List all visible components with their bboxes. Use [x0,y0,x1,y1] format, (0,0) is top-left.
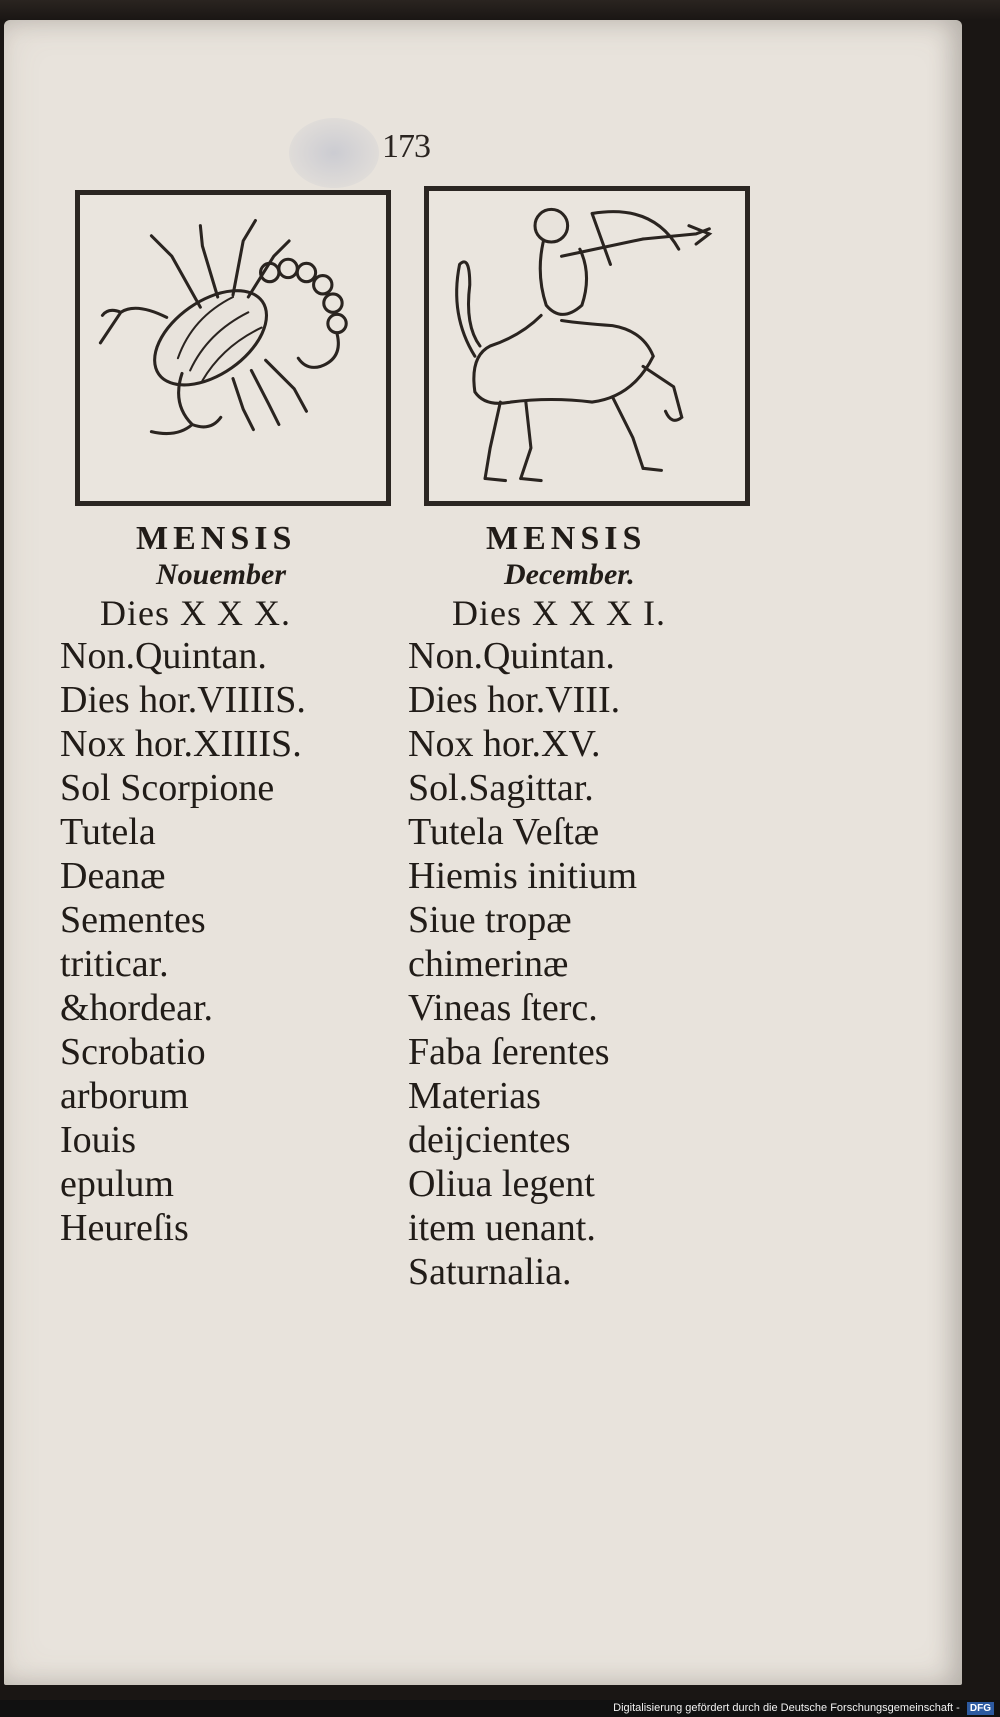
list-item: item uenant. [408,1207,596,1249]
digitization-credit [0,1700,1000,1717]
list-item: Dies hor.VIII. [408,679,621,721]
list-item: Tutela Veſtæ [408,811,600,853]
list-item: Nox hor.XIIIIS. [60,723,302,765]
list-item: Iouis [60,1119,136,1161]
list-item: Dies hor.VIIIIS. [60,679,306,721]
right-heading: MENSIS [486,520,647,557]
top-edge [0,0,1000,20]
list-item: Non.Quintan. [60,635,267,677]
list-item: chimerinæ [408,943,569,985]
list-item: Oliua legent [408,1163,595,1205]
right-month: December. [504,558,635,591]
scorpion-woodcut-icon [75,190,391,506]
list-item: Nox hor.XV. [408,723,601,765]
list-item: Materias [408,1075,541,1117]
right-lines-list [408,634,708,1294]
list-item: Siue tropæ [408,899,572,941]
right-days: Dies X X X I. [452,593,666,633]
centaur-archer-woodcut-icon [424,186,750,506]
list-item: Tutela [60,811,156,853]
list-item: triticar. [60,943,169,985]
left-days: Dies X X X. [100,593,291,633]
november-column [60,520,390,1250]
december-column [408,520,708,1294]
list-item: Heureſis [60,1207,189,1249]
list-item: epulum [60,1163,174,1205]
left-heading: MENSIS [136,520,297,557]
list-item: Deanæ [60,855,166,897]
list-item: deijcientes [408,1119,571,1161]
list-item: Hiemis initium [408,855,638,897]
list-item: Vineas ſterc. [408,987,598,1029]
list-item: Sol.Sagittar. [408,767,594,809]
list-item: Scrobatio [60,1031,206,1073]
list-item: Saturnalia. [408,1251,572,1293]
list-item: Sementes [60,899,206,941]
list-item: Non.Quintan. [408,635,615,677]
list-item: arborum [60,1075,189,1117]
credit-text: Digitalisierung gefördert durch die Deutsche Forschungsgemeinschaft - [613,1702,960,1714]
left-month: Nouember [156,558,286,591]
left-lines-list [60,634,390,1250]
page-number: 173 [382,128,430,165]
list-item: Faba ſerentes [408,1031,610,1073]
dfg-logo-icon: DFG [967,1702,994,1715]
list-item: &hordear. [60,987,214,1029]
list-item: Sol Scorpione [60,767,275,809]
ink-stain [289,118,379,188]
